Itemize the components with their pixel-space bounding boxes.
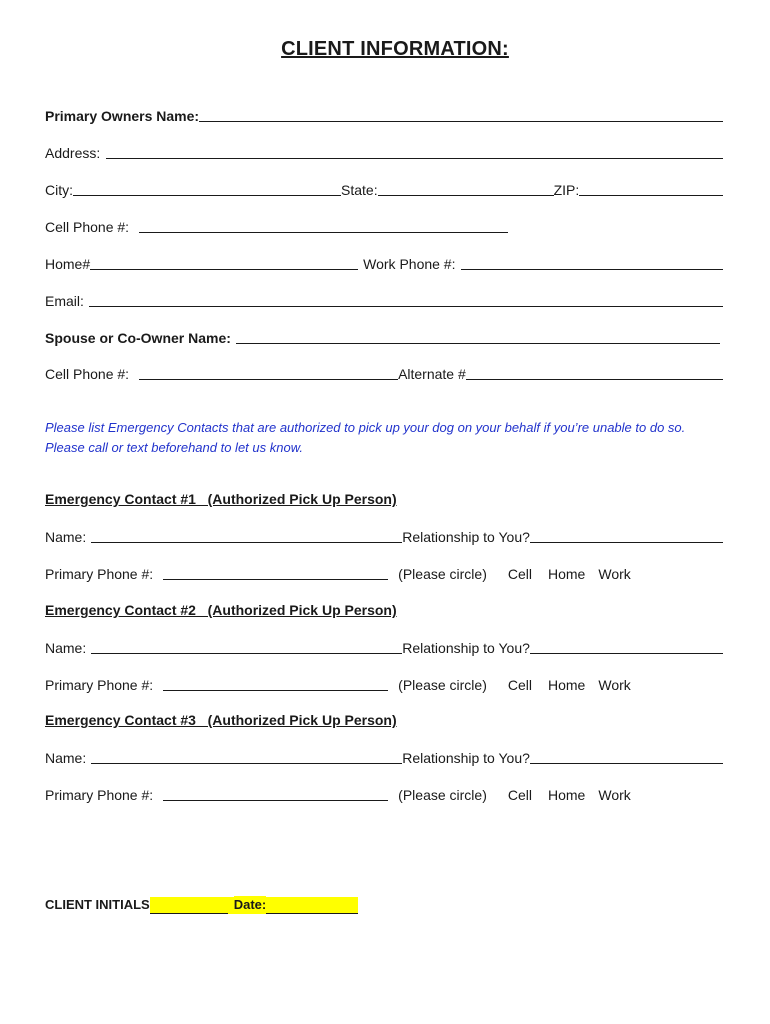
contact-1-name-label: Name: [45,529,87,545]
contact-3-phone-field[interactable] [163,800,388,801]
date-field[interactable] [266,897,358,914]
contact-3-option-work[interactable]: Work [598,787,631,803]
contact-1-name-field[interactable] [91,542,402,543]
spouse-field[interactable] [236,343,720,344]
cell-alternate-row [45,365,723,383]
contact-3-circle-label: (Please circle) [398,787,487,803]
cell-phone-label: Cell Phone #: [45,219,130,235]
contact-3-name-field[interactable] [91,763,402,764]
client-initials-field[interactable] [150,897,234,914]
home-work-row [45,255,723,273]
cell-phone-2-label: Cell Phone #: [45,366,130,382]
contact-3-name-label: Name: [45,750,87,766]
contact-3-option-cell[interactable]: Cell [507,787,532,803]
email-row [45,292,723,310]
contact-2-option-home[interactable]: Home [548,677,586,693]
contact-2-name-row [45,639,723,657]
contact-2-name-field[interactable] [91,653,402,654]
contact-3-relationship-label: Relationship to You? [402,750,530,766]
contact-2-phone-field[interactable] [163,690,388,691]
emergency-contact-3-heading: Emergency Contact #3 (Authorized Pick Up Person) [45,712,397,728]
contact-3-relationship-field[interactable] [530,763,723,764]
address-label: Address: [45,145,101,161]
zip-label: ZIP: [553,182,580,198]
contact-1-phone-label: Primary Phone #: [45,566,154,582]
cell-phone-field[interactable] [139,232,508,233]
contact-2-option-work[interactable]: Work [598,677,631,693]
spouse-row [45,329,720,347]
city-field[interactable] [73,195,341,196]
cell-phone-row [45,218,723,236]
zip-field[interactable] [579,195,723,196]
contact-3-name-row [45,749,723,767]
contact-1-relationship-field[interactable] [530,542,723,543]
contact-1-option-home[interactable]: Home [548,566,586,582]
cell-phone-2-field[interactable] [139,379,398,380]
emergency-note-line-1: Please list Emergency Contacts that are authorized to pick up your dog on your behalf if you’re unable to do so. [45,420,686,435]
contact-2-name-label: Name: [45,640,87,656]
contact-2-circle-label: (Please circle) [398,677,487,693]
emergency-note-line-2: Please call or text beforehand to let us know. [45,440,303,455]
contact-1-circle-label: (Please circle) [398,566,487,582]
city-label: City: [45,182,73,198]
primary-owner-row [45,107,723,125]
email-label: Email: [45,293,84,309]
contact-2-relationship-label: Relationship to You? [402,640,530,656]
contact-1-option-cell[interactable]: Cell [507,566,532,582]
alternate-label: Alternate # [398,366,466,382]
home-phone-label: Home# [45,256,91,272]
primary-owner-label: Primary Owners Name: [45,108,200,124]
spouse-label: Spouse or Co-Owner Name: [45,330,231,346]
primary-owner-field[interactable] [199,121,723,122]
client-initials-label: CLIENT INITIALS [45,897,150,912]
date-label: Date: [233,897,267,912]
contact-2-phone-label: Primary Phone #: [45,677,154,693]
home-phone-field[interactable] [90,269,358,270]
city-state-zip-row [45,181,723,199]
page-title: CLIENT INFORMATION: [281,38,509,60]
alternate-field[interactable] [466,379,723,380]
state-field[interactable] [378,195,554,196]
address-row [45,144,723,162]
client-initials-row [45,896,358,914]
contact-2-option-cell[interactable]: Cell [507,677,532,693]
work-phone-label: Work Phone #: [363,256,456,272]
emergency-contact-2-heading: Emergency Contact #2 (Authorized Pick Up Person) [45,602,397,618]
contact-2-relationship-field[interactable] [530,653,723,654]
emergency-contact-1-heading: Emergency Contact #1 (Authorized Pick Up Person) [45,491,397,507]
contact-3-phone-label: Primary Phone #: [45,787,154,803]
contact-1-option-work[interactable]: Work [598,566,631,582]
contact-3-phone-row [45,786,723,804]
contact-1-relationship-label: Relationship to You? [402,529,530,545]
emergency-note [45,418,765,458]
state-label: State: [341,182,378,198]
contact-1-phone-field[interactable] [163,579,388,580]
contact-3-option-home[interactable]: Home [548,787,586,803]
contact-1-phone-row [45,565,723,583]
email-field[interactable] [89,306,723,307]
contact-2-phone-row [45,676,723,694]
contact-1-name-row [45,528,723,546]
work-phone-field[interactable] [461,269,724,270]
address-field[interactable] [106,158,723,159]
